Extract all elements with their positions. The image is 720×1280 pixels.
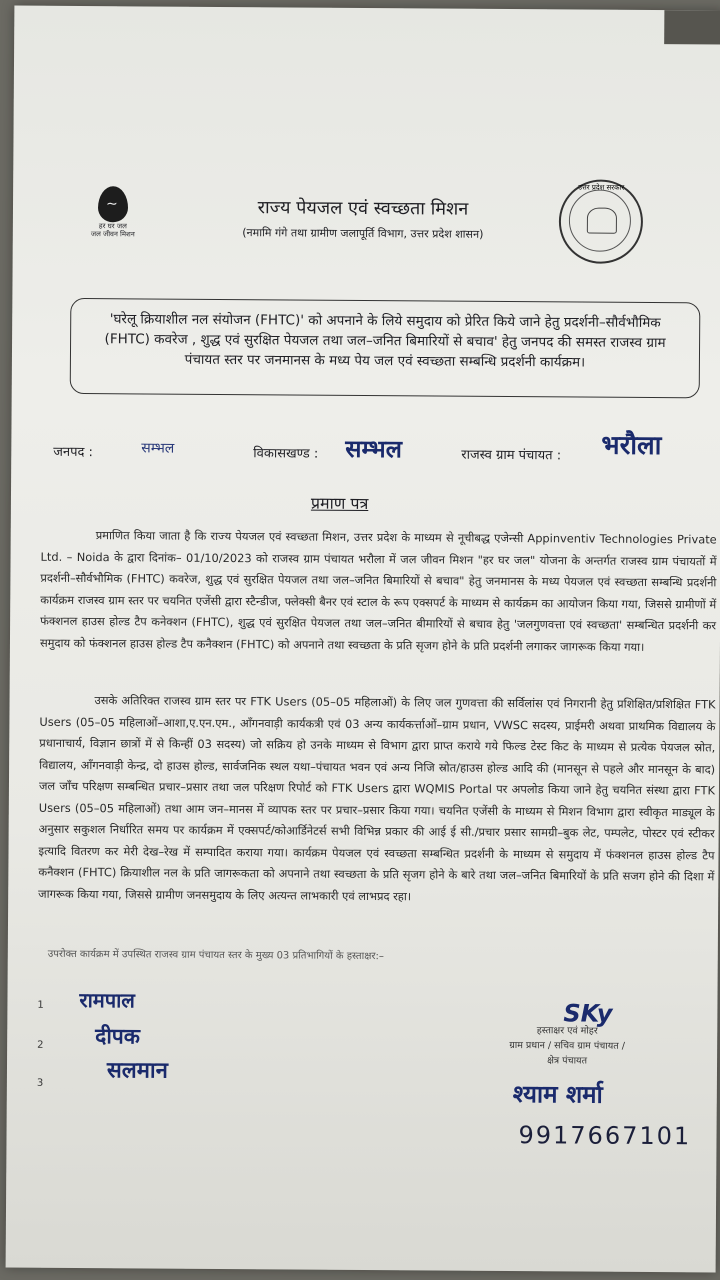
district-label: जनपद : [53,444,94,461]
panchayat-value: भरौला [601,430,662,462]
certificate-paragraph-1: प्रमाणित किया जाता है कि राज्य पेयजल एवं स्वच्छता मिशन, उत्तर प्रदेश के माध्यम से नूचीबद्ध एजेन्सी Appinventiv Technologies Private Ltd. – Noida के द्वारा दिनांक– 01/10/2023 को राजस्व ग्राम पंचायत भरौला में जल जीवन मिशन "हर घर जल" योजना के अन्तर्गत राजस्व ग्राम पंचायतों में प्रदर्शनी–सौर्वभौमिक (FHTC) कवरेज, शुद्ध एवं सुरक्षित पेयजल तथा जल–जनित बिमारियों से बचाव" हेतु जनमानस के मध्य पेयजल एवं स्वच्छता सम्बन्धि प्रदर्शनी कार्यक्रम राजस्व ग्राम स्तर पर चयनित एजेंसी द्वारा स्टैन्डीज, फ्लेक्सी बैनर एवं स्टाल के रूप एक्सपर्ट के माध्यम से कार्यक्रम का आयोजन किया गया, जिससे ग्रामीणों में फंक्शनल हाउस होल्ड टैप कनेक्शन (FHTC), शुद्ध एवं सुरक्षित पेयजल तथा जल–जनित बीमारियों से बचाव हेतु 'जलगुणवत्ता एवं स्वच्छता' सम्बन्धित प्रदर्शनी कर समुदाय को फंक्शनल हाउस होल्ड टैप कनैक्शन (FHTC) को अपनाने तथा स्वच्छता के प्रति सृजग होने के प्रति प्रदर्शनी लगाकर जागरूक किया गया। [39,528,717,654]
participant-signature: दीपक [95,1024,140,1049]
authority-line: ग्राम प्रधान / सचिव ग्राम पंचायत / [509,1040,625,1052]
certificate-heading: प्रमाण पत्र [310,493,369,514]
location-fields [53,430,720,464]
participant-number: 3 [36,1077,44,1089]
seal-text: उत्तर प्रदेश सरकार [578,183,625,192]
org-subtitle: (नमामि गंगे तथा ग्रामीण जलापूर्ति विभाग, उत्तर प्रदेश शासन) [242,226,484,241]
district-value: सम्भल [141,440,175,457]
up-government-seal [559,179,644,264]
torn-corner [664,10,720,44]
participant-signature: रामपाल [79,988,135,1013]
authority-phone: 9917667101 [518,1121,692,1151]
logo-subtext: जल जीवन मिशन [90,230,135,239]
block-value: सम्भल [345,434,403,464]
authority-name: श्याम शर्मा [512,1080,603,1109]
block-label: विकासखण्ड : [253,446,319,462]
authority-line: क्षेत्र पंचायत [547,1055,588,1067]
participant-number: 2 [37,1039,44,1051]
emblem-icon [587,208,617,234]
water-drop-icon [98,186,128,222]
certificate-paragraph-2: उसके अतिरिक्त राजस्व ग्राम स्तर पर FTK Users (05–05 महिलाओं) के लिए जल गुणवत्ता की सर्विलांस एवं निगरानी हेतु प्रशिक्षित/प्रशिक्षित FTK Users (05–05 महिलाओं–आशा,ए.एन.एम., आँगनवाड़ी कार्यकत्री एवं 03 अन्य कार्यकर्त्ताओं–ग्राम प्रधान, VWSC सदस्य, प्राईमरी अथवा प्राथमिक विद्यालय के प्रधानाचार्य, विज्ञान छात्रों में से किन्हीं 03 सदस्य) जो सक्रिय हो उनके माध्यम से विभाग द्वारा प्राप्त कराये गये फिल्ड टेस्ट किट के माध्यम से प्रत्येक पेयजल स्रोत, विद्यालय, आँगनवाड़ी केन्द्र, दो हाउस होल्ड, सार्वजनिक स्थल यथा–पंचायत भवन एवं अन्य निजि स्रोत/हाउस होल्ड आदि की (मानसून से पहले और मानसून के बाद) जल जाँच परिक्षण सम्बन्धित प्रचार–प्रसार तथा जल परिक्षण रिपोर्ट को FTK Users द्वारा WQMIS Portal पर अपलोड किया जाने हेतु चयनित संस्था द्वारा FTK Users (05–05 महिलाओं) तथा आम जन–मानस में व्यापक स्तर पर प्रचार–प्रसार किया गया। चयनित एजेंसी के माध्यम से मिशन विभाग द्वारा स्वीकृत माड्यूल के अनुसार सकुशल निर्धारित समय पर कार्यक्रम में एक्सपर्ट/कोआर्डिनेटर्स सभी विभिन्न प्रकार की आई ई सी./प्रचार प्रसार सामग्री–बुक लेट, पम्पलेट, पोस्टर एवं स्टीकर इत्यादि वितरण कर मेरी देख–रेख में सम्पादित कराया गया। कार्यक्रम पेयजल एवं स्वच्छता सम्बन्धित प्रदर्शनी के माध्यम से समुदाय में फंक्शनल हाउस होल्ड टैप कनैक्शन (FHTC) क्रियाशील नल के प्रति जागरूकता को अपनाने तथा स्वच्छता के प्रति सृजग होने के बारे तथा जल–जनित बिमारियों के प्रति सजग होने की दिशा में जागरूक किया गया, जिससे ग्रामीण जनसमुदाय के लिए अत्यन्त लाभकारी एवं लाभप्रद रहा। [38,693,716,903]
panchayat-label: राजस्व ग्राम पंचायत : [461,447,562,464]
authority-block [477,1023,657,1069]
authority-line: हस्ताक्षर एवं मोहर [536,1025,598,1037]
jal-jeevan-mission-logo [83,186,143,238]
program-title-box: 'घरेलू क्रियाशील नल संयोजन (FHTC)' को अपनाने के लिये समुदाय को प्रेरित किये जाने हेतु प्रदर्शनी–सौर्वभौमिक (FHTC) कवरेज , शुद्ध एवं सुरक्षित पेयजल तथा जल–जनित बिमारियों से बचाव' हेतु जनपद की समस्त राजस्व ग्राम पंचायत स्तर पर जनमानस के मध्य पेय जल एवं स्वच्छता सम्बन्धि प्रदर्शनी कार्यक्रम। [70,298,701,398]
participant-number: 1 [37,999,44,1011]
authority-signature: SKy [563,999,613,1028]
org-title: राज्य पेयजल एवं स्वच्छता मिशन [257,197,469,220]
participants-note: उपरोक्त कार्यक्रम में उपस्थित राजस्व ग्राम पंचायत स्तर के मुख्य 03 प्रतिभागियों के हस्ताक्षर:– [47,948,384,963]
participant-signature: सलमान [106,1058,168,1084]
logo-text: हर घर जल [98,222,127,231]
document-page [6,6,720,1273]
